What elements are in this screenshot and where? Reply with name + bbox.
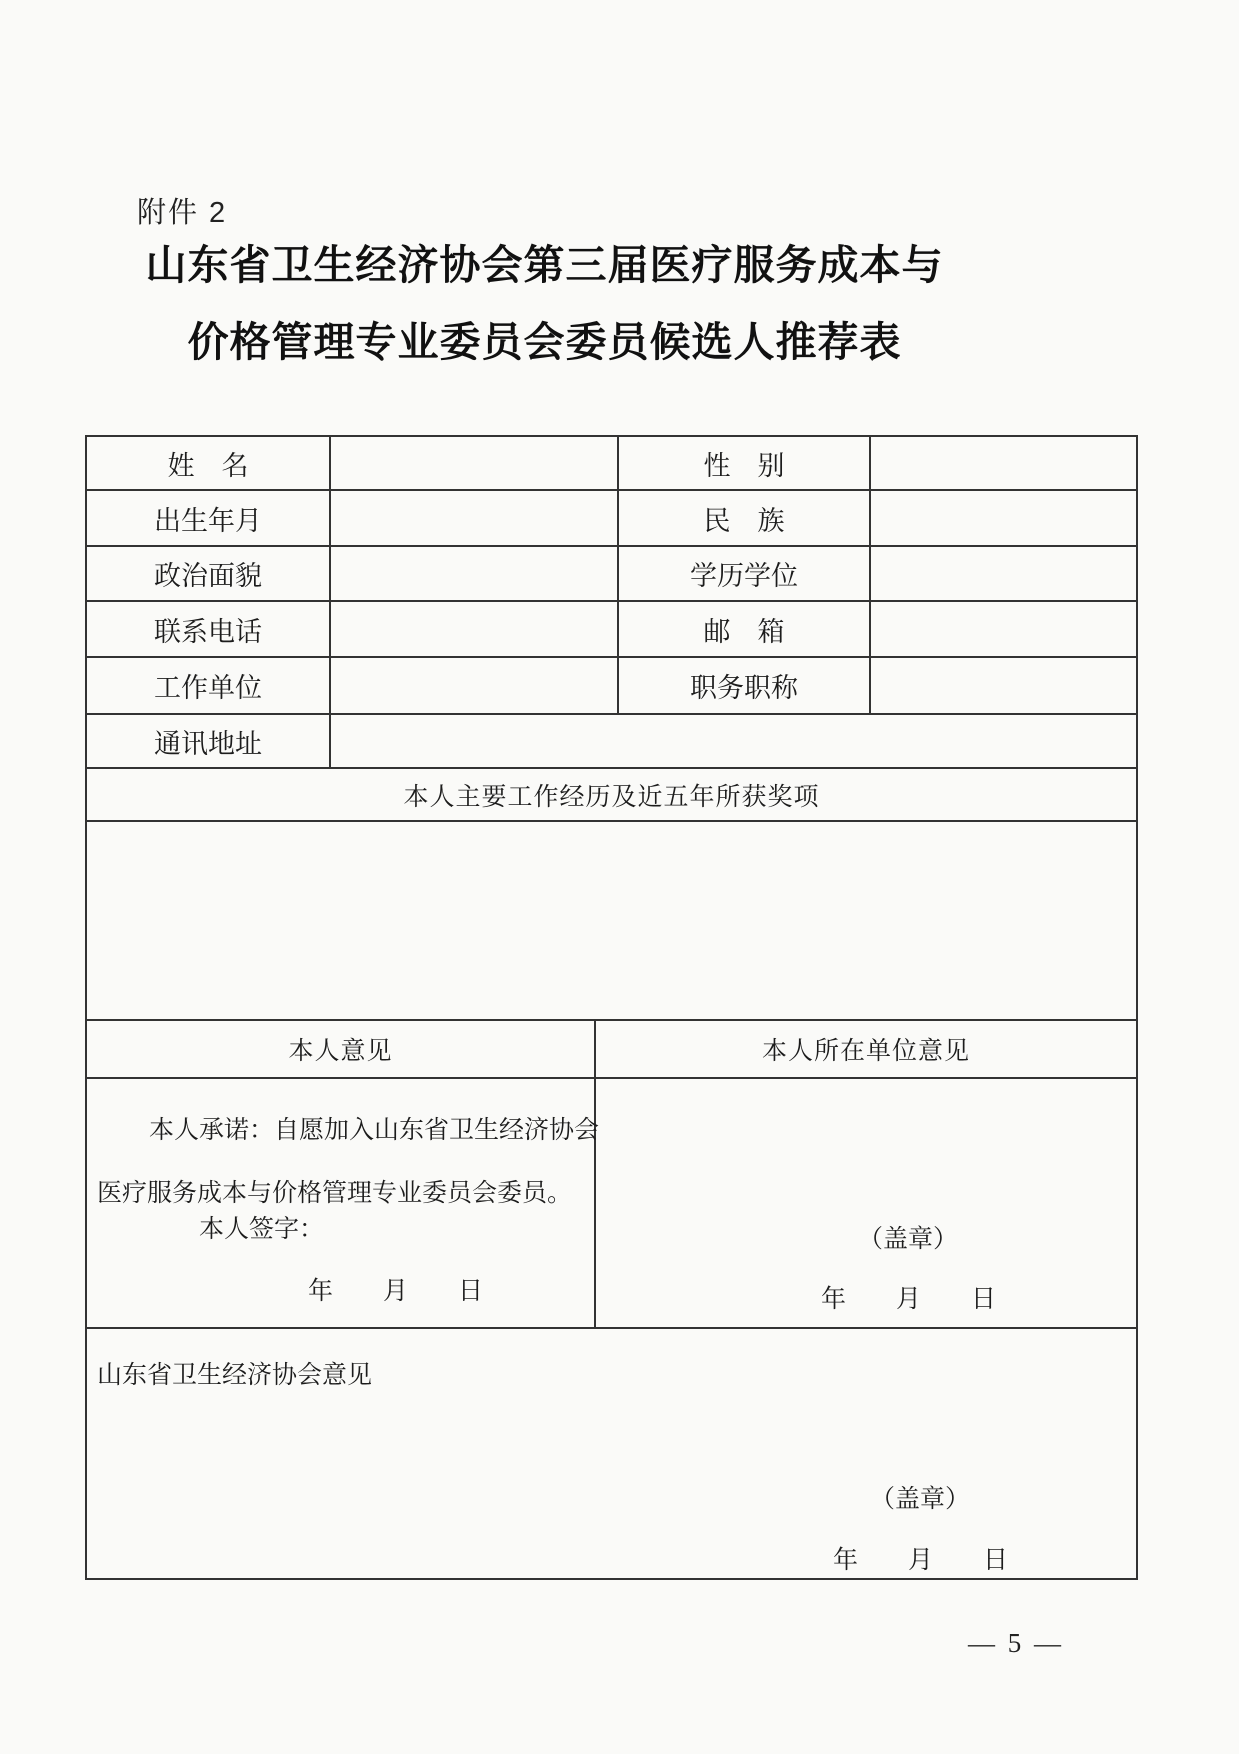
political-status-value-cell bbox=[331, 547, 619, 602]
gender-label: 性 别 bbox=[619, 437, 871, 491]
personal-opinion-cell bbox=[87, 1079, 600, 1329]
birthdate-value-cell bbox=[331, 491, 619, 547]
phone-value-cell bbox=[331, 602, 619, 658]
employer-label: 工作单位 bbox=[87, 658, 331, 715]
commitment-line-2: 医疗服务成本与价格管理专业委员会委员。 bbox=[97, 1180, 573, 1207]
document-title bbox=[17, 241, 1072, 367]
commitment-line-1: 本人承诺：自愿加入山东省卫生经济协会 bbox=[149, 1117, 600, 1144]
opinion-header-row bbox=[87, 1021, 1136, 1079]
unit-opinion-header: 本人所在单位意见 bbox=[596, 1021, 1136, 1079]
association-opinion-cell bbox=[87, 1329, 1136, 1578]
ethnicity-value-cell bbox=[871, 491, 1136, 547]
education-label: 学历学位 bbox=[619, 547, 871, 602]
association-seal-label: （盖章） bbox=[870, 1486, 971, 1513]
experience-header: 本人主要工作经历及近五年所获奖项 bbox=[87, 769, 1136, 822]
address-label: 通讯地址 bbox=[87, 715, 331, 769]
position-title-label: 职务职称 bbox=[619, 658, 871, 715]
page-number: — 5 — bbox=[968, 1628, 1064, 1658]
attachment-label: 附件 2 bbox=[137, 197, 228, 229]
personal-opinion-header: 本人意见 bbox=[87, 1021, 596, 1079]
email-label: 邮 箱 bbox=[619, 602, 871, 658]
ethnicity-label: 民 族 bbox=[619, 491, 871, 547]
position-title-value-cell bbox=[871, 658, 1136, 715]
phone-label: 联系电话 bbox=[87, 602, 331, 658]
basic-info-grid bbox=[87, 437, 1136, 715]
unit-opinion-cell bbox=[596, 1079, 1136, 1329]
signature-label: 本人签字： bbox=[199, 1216, 325, 1243]
name-value-cell bbox=[331, 437, 619, 491]
unit-date-line: 年 月 日 bbox=[821, 1286, 997, 1313]
opinion-body-row bbox=[87, 1079, 1136, 1329]
gender-value-cell bbox=[871, 437, 1136, 491]
address-value-cell bbox=[331, 715, 1136, 769]
birthdate-label: 出生年月 bbox=[87, 491, 331, 547]
email-value-cell bbox=[871, 602, 1136, 658]
unit-seal-label: （盖章） bbox=[858, 1226, 959, 1253]
employer-value-cell bbox=[331, 658, 619, 715]
association-date-line: 年 月 日 bbox=[833, 1547, 1009, 1574]
recommendation-form-table bbox=[85, 435, 1138, 1580]
experience-content-area bbox=[87, 822, 1136, 1021]
political-status-label: 政治面貌 bbox=[87, 547, 331, 602]
association-opinion-label: 山东省卫生经济协会意见 bbox=[97, 1362, 373, 1389]
address-row bbox=[87, 715, 1136, 769]
education-value-cell bbox=[871, 547, 1136, 602]
name-label: 姓 名 bbox=[87, 437, 331, 491]
title-line-1: 山东省卫生经济协会第三届医疗服务成本与 bbox=[145, 242, 944, 288]
title-line-2: 价格管理专业委员会委员候选人推荐表 bbox=[187, 319, 902, 366]
personal-date-line: 年 月 日 bbox=[308, 1278, 484, 1305]
